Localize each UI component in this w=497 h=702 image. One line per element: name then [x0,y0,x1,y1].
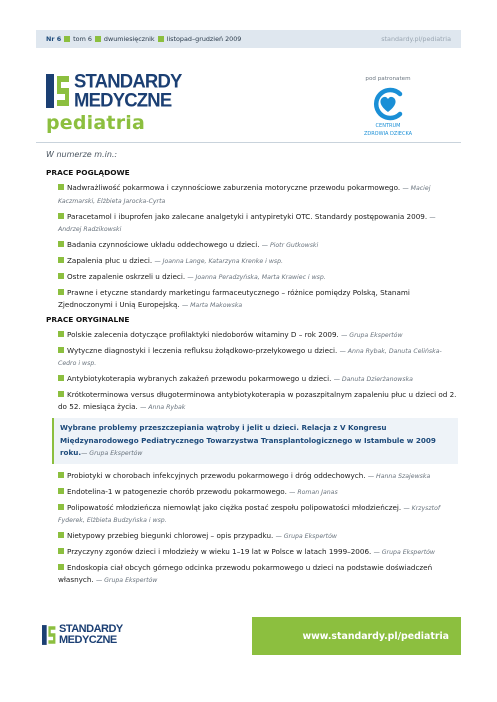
list-item: Paracetamol i ibuprofen jako zalecane analgetyki i antypiretyki OTC. Standardy postępowania 2009. — Andrzej Radzikowski [58,211,436,234]
list-item: Przyczyny zgonów dzieci i młodzieży w wieku 1–19 lat w Polsce w latach 1999–2006. — Grupa Ekspertów [58,546,458,559]
logo-mark-icon [42,625,56,645]
bullet-square-icon [58,564,64,570]
list-item: Nietypowy przebieg biegunki chlorowej – opis przypadku. — Grupa Ekspertów [58,530,458,543]
period: listopad–grudzień 2009 [166,35,242,43]
bullet-square-icon [64,36,70,42]
bullet-square-icon [58,548,64,554]
table-of-contents [46,150,458,590]
bullet-square-icon [58,289,64,295]
bullet-square-icon [58,375,64,381]
bullet-square-icon [158,36,164,42]
footer-logo-line-1: STANDARDY [59,623,123,635]
footer-logo [42,624,123,646]
list-item: Prawne i etyczne standardy marketingu farmaceutycznego – różnice pomiędzy Polską, Stanami Zjednoczonymi i Unią Europejską. — Marta Makowska [58,287,410,309]
list-item: Endotelina-1 w patogenezie chorób przewodu pokarmowego. — Roman Janas [58,486,458,499]
website-link[interactable]: www.standardy.pl/pediatria [302,630,449,642]
bullet-square-icon [58,331,64,337]
bullet-square-icon [58,273,64,279]
patron-name-line-2: ZDROWIA DZIECKA [363,130,413,137]
toc-intro: W numerze m.in.: [46,150,118,159]
header-url-link[interactable]: standardy.pl/pediatria [381,35,451,43]
bullet-square-icon [58,532,64,538]
issue-number: Nr 6 [46,35,62,43]
patronage-label: pod patronatem [365,76,411,82]
patronage-block [360,76,416,137]
bullet-square-icon [58,257,64,263]
list-item: Polskie zalecenia dotyczące profilaktyki niedoborów witaminy D – rok 2009. — Grupa Ekspertów [58,329,458,342]
bullet-square-icon [58,184,64,190]
logo-line-1: STANDARDY [74,69,182,92]
list-item: Krótkoterminowa versus długoterminowa antybiotykoterapia w pozaszpitalnym zapaleniu płuc u dzieci od 2. do 52. miesiąca życia. — Anna Rybak [58,389,457,412]
list-item: Antybiotykoterapia wybranych zakażeń przewodu pokarmowego u dzieci. — Danuta Dzierżanowska [58,373,458,386]
frequency: dwumiesięcznik [103,35,155,43]
list-item: Endoskopia ciał obcych górnego odcinka przewodu pokarmowego u dzieci na podstawie doświadczeń własnych. — Grupa Ekspertów [58,562,433,585]
bullet-square-icon [58,488,64,494]
list-item: Polipowatość młodzieńcza niemowląt jako ciężka postać zespołu polipowatości młodzieńczej. — Krzysztof Fyderek, Elżbieta Budzyńska i wsp. [58,502,441,525]
list-item: Wytyczne diagnostyki i leczenia refluksu żołądkowo-przełykowego u dzieci. — Anna Rybak, Danuta Celińska-Cedro i wsp. [58,345,442,368]
journal-title: pediatria [46,112,146,134]
section-title-original: PRACE ORYGINALNE [46,314,130,324]
list-item: Nadwrażliwość pokarmowa i czynnościowe zaburzenia motoryczne przewodu pokarmowego. — Maciej Kaczmarski, Elżbieta Jarocka-Cyrta [58,183,431,205]
logo-mark-icon [46,74,70,108]
bullet-square-icon [58,347,64,353]
bullet-square-icon [58,213,64,219]
standardy-medyczne-logo [46,69,182,110]
highlighted-article: Wybrane problemy przeszczepiania wątroby i jelit u dzieci. Relacja z V Kongresu Międzynarodowego Pediatrycznego Towarzystwa Transplantologicznego w Istambule w 2009 roku.— Grupa Ekspertów [52,418,458,464]
list-item: Badania czynnościowe układu oddechowego u dzieci. — Piotr Gutkowski [58,239,458,252]
list-item: Ostre zapalenie oskrzeli u dzieci. — Joanna Peradzyńska, Marta Krawiec i wsp. [58,271,458,284]
footer-logo-line-2: MEDYCZNE [59,634,117,646]
header-divider [36,142,461,143]
logo-line-2: MEDYCZNE [74,87,172,110]
list-item: Probiotyki w chorobach infekcyjnych przewodu pokarmowego i dróg oddechowych. — Hanna Szajewska [58,470,458,483]
bullet-square-icon [58,504,64,510]
bullet-square-icon [58,241,64,247]
heart-logo-icon [370,86,406,122]
patron-name-line-1: CENTRUM [375,123,401,129]
list-item: Zapalenia płuc u dzieci. — Joanna Lange, Katarzyna Krenke i wsp. [58,255,458,268]
bullet-square-icon [58,391,64,397]
issue-header-bar [36,30,461,48]
section-title-review: PRACE POGLĄDOWE [46,168,130,177]
bullet-square-icon [58,472,64,478]
volume: tom 6 [73,35,92,43]
footer-link-bar [252,617,461,655]
bullet-square-icon [95,36,101,42]
